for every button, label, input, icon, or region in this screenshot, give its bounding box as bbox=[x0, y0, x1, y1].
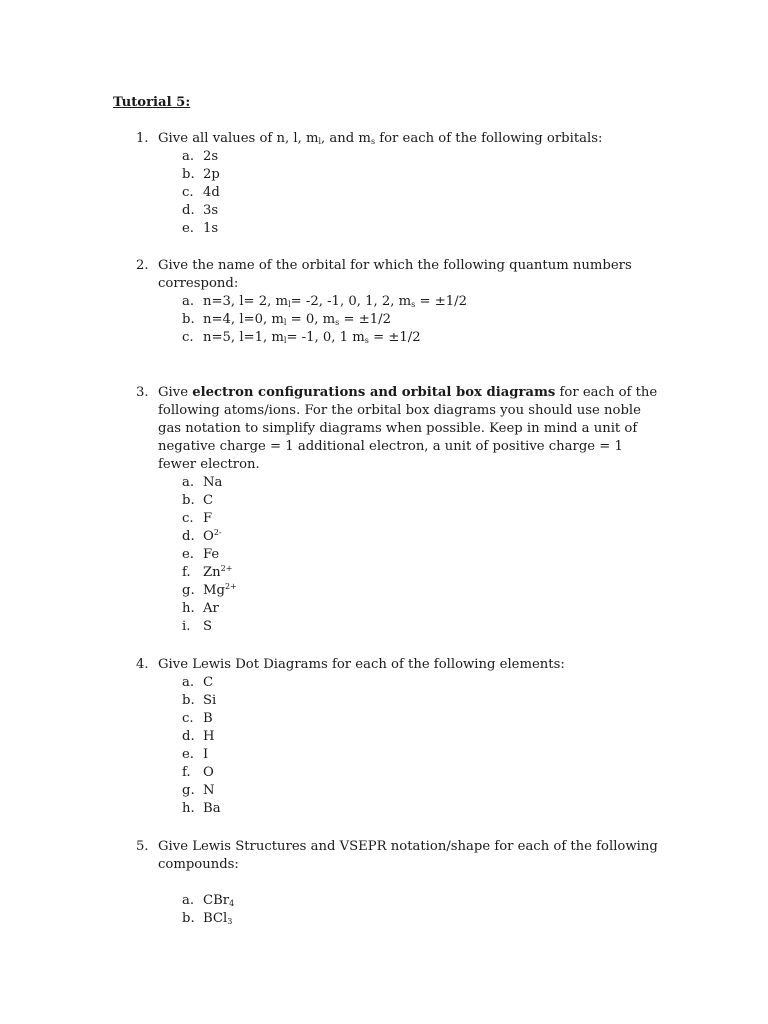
list-item: b. Si bbox=[182, 693, 217, 708]
list-item: e. Fe bbox=[182, 547, 220, 562]
list-item: f. $Zn^{2+}$ bbox=[182, 564, 233, 580]
question-1 bbox=[136, 130, 658, 238]
option-list bbox=[158, 474, 658, 636]
list-item: a. C bbox=[182, 675, 214, 690]
list-item: b. BCl$_3$ bbox=[182, 911, 233, 926]
list-item: h. Ba bbox=[182, 801, 221, 816]
list-item: g. N bbox=[182, 783, 215, 798]
list-item: a. Na bbox=[182, 475, 223, 490]
question-4 bbox=[136, 656, 658, 818]
list-item: a. 2s bbox=[182, 149, 219, 164]
question-number: 2. bbox=[136, 258, 149, 273]
list-item: b. C bbox=[182, 493, 214, 508]
question-prompt: Give the name of the orbital for which the following quantum numbers correspond: bbox=[158, 258, 632, 291]
list-item: g. $Mg^{2+}$ bbox=[182, 582, 237, 598]
list-item: i. S bbox=[182, 619, 213, 634]
question-prompt: Give Lewis Structures and VSEPR notation/shape for each of the following compounds: bbox=[158, 839, 658, 872]
page-title: Tutorial 5: bbox=[113, 95, 191, 110]
list-item: a. n=3, l= 2, $m_l= -2$, -1, 0, 1, 2, $m_s = \pm 1/2$ bbox=[182, 294, 467, 309]
list-item: b. n=4, l=0, $m_l = 0$, $m_s = \pm 1/2$ bbox=[182, 312, 391, 327]
question-prompt: Give all values of n, l, $m_l$, and $m_s$ for each of the following orbitals: bbox=[158, 131, 603, 146]
question-number: 4. bbox=[136, 657, 149, 672]
list-item: d. H bbox=[182, 729, 215, 744]
option-list bbox=[158, 148, 658, 238]
question-3 bbox=[136, 384, 658, 636]
list-item: c. F bbox=[182, 511, 213, 526]
option-list bbox=[158, 674, 658, 818]
list-item: h. Ar bbox=[182, 601, 219, 616]
option-list bbox=[158, 293, 658, 347]
list-item: c. 4d bbox=[182, 185, 220, 200]
question-prompt: Give Lewis Dot Diagrams for each of the following elements: bbox=[158, 657, 565, 672]
list-item: a. CBr$_4$ bbox=[182, 893, 235, 908]
list-item: d. $O^{2-}$ bbox=[182, 528, 222, 544]
question-5 bbox=[136, 838, 658, 928]
list-item: b. 2p bbox=[182, 167, 220, 182]
question-number: 1. bbox=[136, 131, 149, 146]
list-item: c. B bbox=[182, 711, 213, 726]
list-item: e. 1s bbox=[182, 221, 219, 236]
option-list bbox=[158, 892, 658, 928]
list-item: f. O bbox=[182, 765, 214, 780]
question-2 bbox=[136, 257, 658, 347]
list-item: d. 3s bbox=[182, 203, 219, 218]
question-number: 3. bbox=[136, 385, 149, 400]
list-item: c. n=5, l=1, $m_l= -1$, 0, 1 $m_s = \pm 1/2$ bbox=[182, 330, 421, 345]
list-item: e. I bbox=[182, 747, 209, 762]
question-prompt: Give electron configurations and orbital box diagrams for each of the following atoms/ions. For the orbital box diagrams you should use noble gas notation to simplify diagrams when possible. Keep in mind a unit of negative charge = 1 additional electron, a unit of positive charge = 1 fewer electron. bbox=[158, 385, 658, 472]
question-number: 5. bbox=[136, 839, 149, 854]
